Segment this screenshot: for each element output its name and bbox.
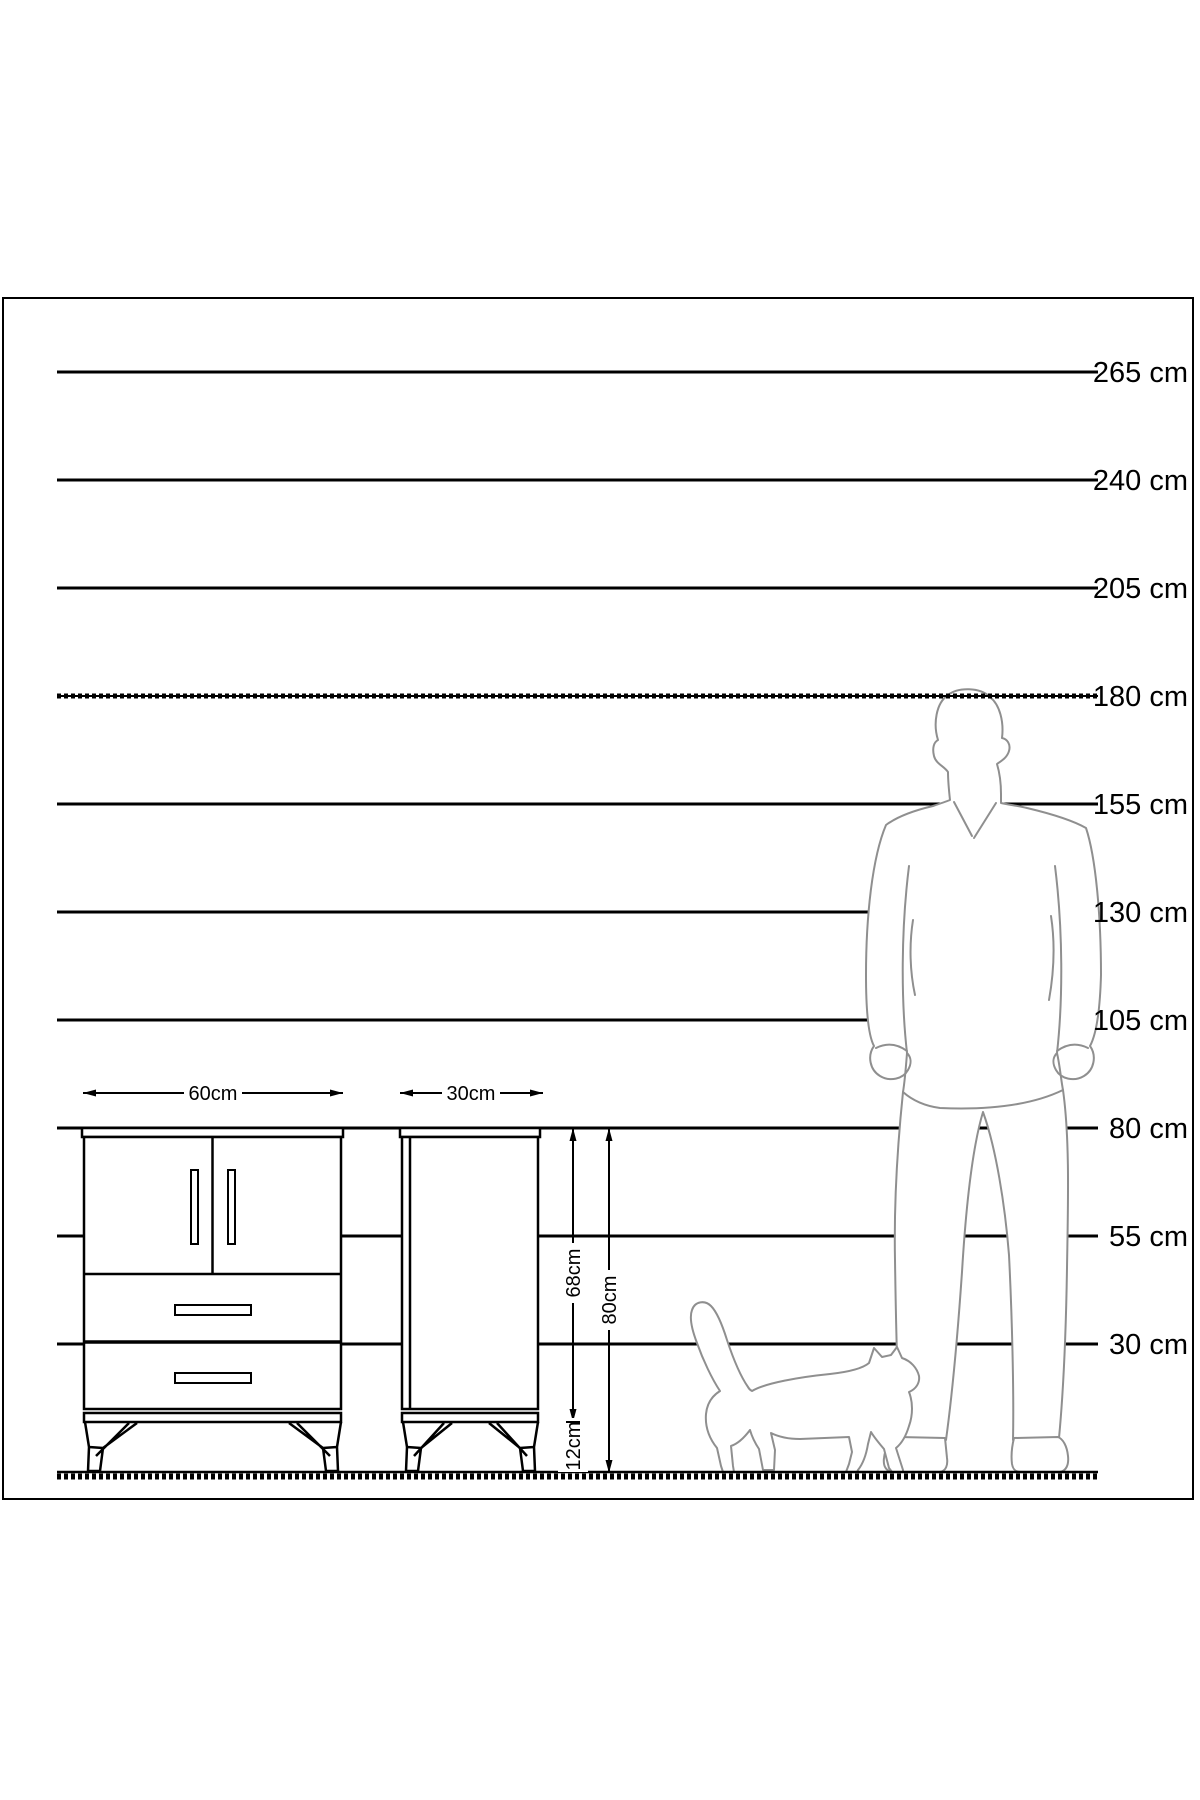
dimension-front-width-label: 60cm (188, 1083, 238, 1105)
cabinet-front-plinth (84, 1413, 341, 1422)
scale-label-180cm: 180 cm (1092, 681, 1188, 713)
cabinet-side-leg-left (403, 1422, 452, 1471)
cabinet-front-leg-left (85, 1422, 137, 1471)
dimension-leg-height-label: 12cm (563, 1421, 585, 1471)
cabinet-front-top-plate (82, 1128, 343, 1137)
scale-label-130cm: 130 cm (1092, 897, 1188, 929)
cat-body (691, 1302, 919, 1472)
cabinet-side-plinth (402, 1413, 538, 1422)
door-handle-left (191, 1170, 198, 1244)
dimension-total-height-label: 80cm (599, 1275, 621, 1325)
dimension-total-height (594, 1128, 624, 1473)
scale-label-55cm: 55 cm (1109, 1221, 1188, 1253)
cabinet-side-leg-right (489, 1422, 538, 1471)
drawer-handle-bottom (175, 1373, 251, 1383)
dimension-carcass-height (558, 1128, 588, 1422)
scale-label-155cm: 155 cm (1092, 789, 1188, 821)
dimension-side-depth (400, 1079, 543, 1107)
dimension-carcass-height-label: 68cm (563, 1248, 585, 1298)
cabinet-side-carcass (402, 1137, 538, 1409)
dimension-front-width (83, 1079, 343, 1107)
cabinet-front-leg-right (289, 1422, 341, 1471)
drawer-handle-top (175, 1305, 251, 1315)
scale-label-265cm: 265 cm (1092, 357, 1188, 389)
scale-label-80cm: 80 cm (1109, 1113, 1188, 1145)
man-shoe-right (1012, 1437, 1069, 1472)
scale-label-105cm: 105 cm (1092, 1005, 1188, 1037)
man-trousers (895, 1090, 1068, 1440)
dimension-leg-height (558, 1418, 588, 1473)
cabinet-side-view (400, 1128, 540, 1471)
scale-label-240cm: 240 cm (1092, 465, 1188, 497)
height-scale-labels (1093, 357, 1188, 1361)
door-handle-right (228, 1170, 235, 1244)
ground-line (57, 1472, 1098, 1477)
cabinet-front-view (82, 1128, 343, 1471)
cat-silhouette (691, 1302, 919, 1472)
scale-label-205cm: 205 cm (1092, 573, 1188, 605)
scale-label-30cm: 30 cm (1109, 1329, 1188, 1361)
cabinet-side-top-plate (400, 1128, 540, 1137)
dimension-side-depth-label: 30cm (446, 1083, 496, 1105)
